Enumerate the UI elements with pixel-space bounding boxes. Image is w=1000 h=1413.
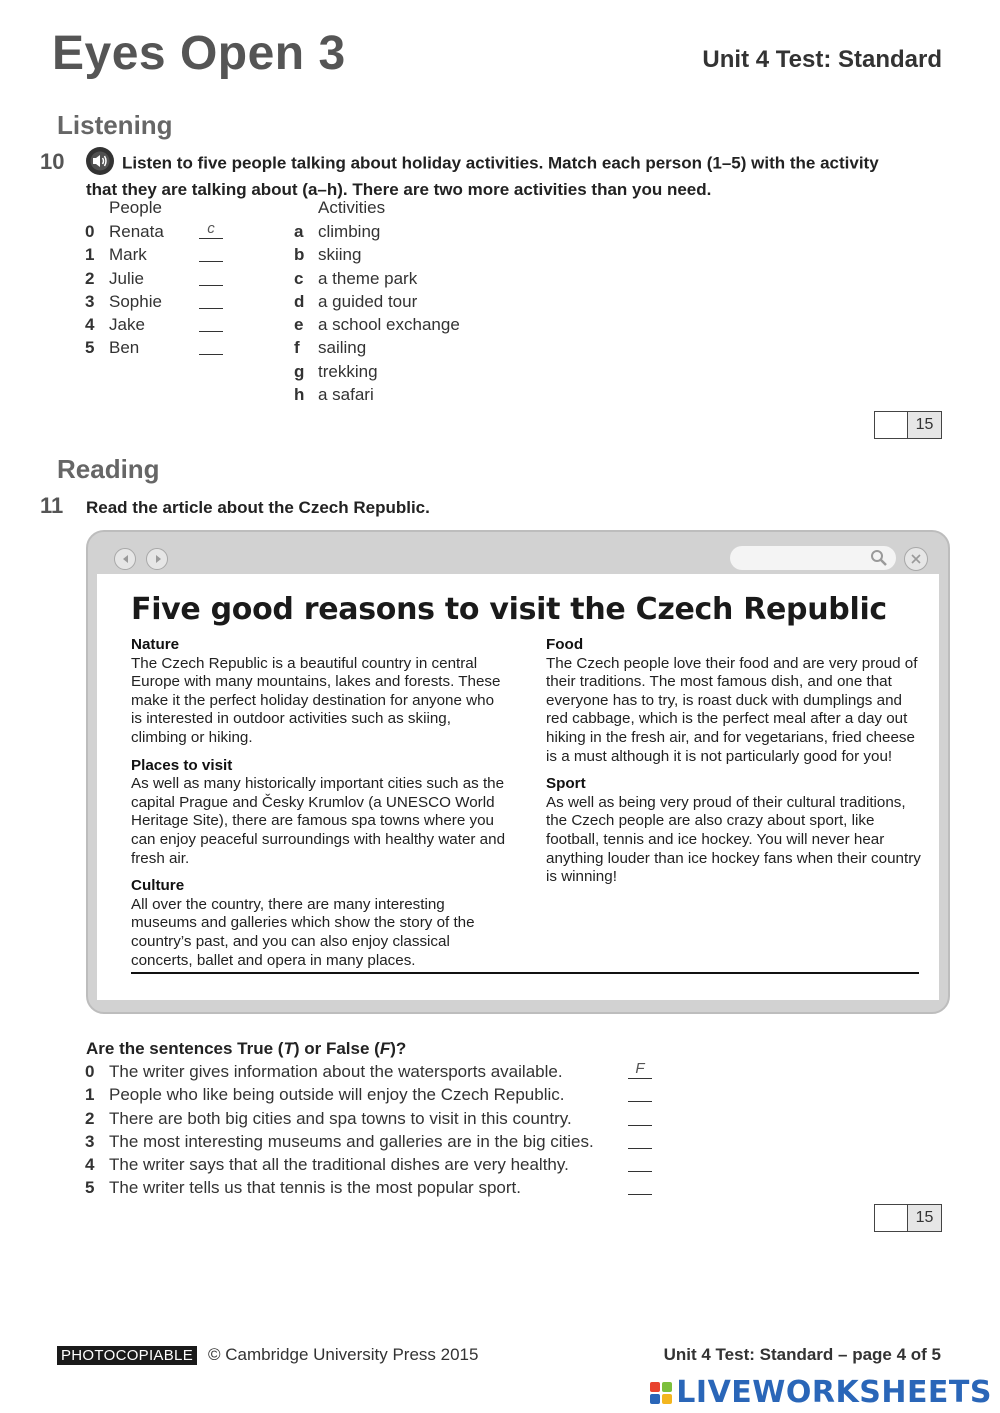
person-row bbox=[85, 220, 255, 243]
activity-row bbox=[294, 267, 544, 290]
answer-blank[interactable] bbox=[628, 1130, 652, 1149]
statement-row bbox=[85, 1083, 675, 1106]
activity-letter: c bbox=[294, 268, 304, 288]
answer-blank[interactable] bbox=[199, 243, 223, 262]
person-row bbox=[85, 267, 255, 290]
article-left-column bbox=[131, 636, 506, 979]
tf-true-letter: T bbox=[283, 1039, 294, 1058]
back-arrow-icon bbox=[121, 554, 131, 564]
browser-frame bbox=[86, 530, 950, 1014]
activity-row bbox=[294, 243, 544, 266]
article-section-body: As well as being very proud of their cultural traditions, the Czech people are also crazy about sport, like football, tennis and ice hockey. You will never hear anything louder than ice hockey fans when their country is winning! bbox=[546, 793, 921, 886]
person-name: Sophie bbox=[109, 291, 162, 311]
activity-row bbox=[294, 360, 544, 383]
answer-blank[interactable] bbox=[199, 336, 223, 355]
article-title: Five good reasons to visit the Czech Republic bbox=[131, 592, 887, 627]
search-icon bbox=[870, 549, 888, 567]
person-name: Jake bbox=[109, 315, 145, 335]
liveworksheets-logo[interactable] bbox=[650, 1375, 992, 1410]
person-number: 2 bbox=[85, 268, 95, 288]
listening-score-box bbox=[874, 411, 942, 439]
person-name: Mark bbox=[109, 245, 147, 265]
article-section-body: The Czech people love their food and are very proud of their traditions. The most famous dish, and one that everyone has to try, is roast duck with dumplings and red cabbage, which is the perfect meal after a day out hiking in the fresh air, and for vegetarians, fried cheese is a must although it is not particularly good for you! bbox=[546, 654, 918, 765]
activity-text: a safari bbox=[318, 385, 374, 405]
answer-blank[interactable] bbox=[199, 267, 223, 286]
statement-text: There are both big cities and spa towns to visit in this country. bbox=[109, 1108, 572, 1128]
listening-instruction-line2: that they are talking about (a–h). There are two more activities than you need. bbox=[86, 180, 712, 199]
reading-heading: Reading bbox=[57, 454, 160, 484]
copyright-text: © Cambridge University Press 2015 bbox=[208, 1345, 479, 1364]
article-section-body: As well as many historically important cities such as the capital Prague and Česky Krumlov (a UNESCO World Heritage Site), there are famous spa towns where you can enjoy peaceful surroundings with healthy water and fresh air. bbox=[131, 775, 506, 867]
question-number-11: 11 bbox=[40, 493, 64, 518]
reading-score-total: 15 bbox=[908, 1205, 941, 1231]
close-button[interactable] bbox=[904, 547, 928, 571]
person-name: Renata bbox=[109, 222, 164, 241]
liveworksheets-brand: LIVEWORKSHEETS bbox=[676, 1375, 992, 1410]
activity-letter: d bbox=[294, 291, 305, 311]
person-number: 5 bbox=[85, 338, 95, 358]
statement-text: People who like being outside will enjoy the Czech Republic. bbox=[109, 1085, 565, 1105]
listening-score-total: 15 bbox=[908, 412, 941, 438]
answer-blank[interactable] bbox=[199, 290, 223, 309]
activity-letter: f bbox=[294, 338, 300, 358]
statement-number: 4 bbox=[85, 1155, 95, 1175]
statement-number: 0 bbox=[85, 1062, 95, 1081]
statement-row bbox=[85, 1107, 675, 1130]
listening-instruction bbox=[86, 150, 956, 201]
liveworksheets-icon bbox=[650, 1382, 672, 1404]
activity-row bbox=[294, 290, 544, 313]
activity-row bbox=[294, 383, 544, 406]
listening-heading: Listening bbox=[57, 110, 173, 140]
tf-heading-part: ) or False ( bbox=[293, 1039, 380, 1058]
article-page bbox=[97, 574, 939, 1000]
listening-score-input[interactable] bbox=[875, 412, 908, 438]
article-section-heading: Food bbox=[546, 636, 584, 653]
person-row bbox=[85, 243, 255, 266]
statement-text: The writer says that all the traditional dishes are very healthy. bbox=[109, 1155, 569, 1175]
photocopiable-badge: PHOTOCOPIABLE bbox=[57, 1346, 197, 1365]
reading-score-box bbox=[874, 1204, 942, 1232]
reading-instruction: Read the article about the Czech Republic. bbox=[86, 498, 430, 517]
answer-blank[interactable] bbox=[628, 1083, 652, 1102]
book-title: Eyes Open 3 bbox=[52, 27, 346, 80]
forward-arrow-icon bbox=[153, 554, 163, 564]
article-section-heading: Sport bbox=[546, 775, 586, 793]
person-row bbox=[85, 336, 255, 359]
tf-heading-part: )? bbox=[390, 1039, 407, 1058]
answer-blank[interactable]: c bbox=[199, 220, 223, 239]
test-title: Unit 4 Test: Standard bbox=[702, 46, 942, 73]
activity-row bbox=[294, 220, 544, 243]
article-section-body: The Czech Republic is a beautiful country in central Europe with many mountains, lakes and forests. These make it the perfect holiday destination for anyone who is interested in outdoor activities such as skiing, climbing or hiking. bbox=[131, 654, 501, 746]
article-section-body: All over the country, there are many interesting museums and galleries which show the story of the country’s past, and you can also enjoy classical concerts, ballet and opera in many places. bbox=[131, 895, 475, 969]
statement-number: 5 bbox=[85, 1178, 95, 1198]
activity-row bbox=[294, 336, 544, 359]
person-name: Ben bbox=[109, 338, 140, 358]
activity-text: a theme park bbox=[318, 268, 418, 288]
question-number-10: 10 bbox=[40, 149, 65, 174]
tf-heading-part: Are the sentences True ( bbox=[86, 1039, 284, 1058]
activity-text: skiing bbox=[318, 245, 362, 265]
activity-text: climbing bbox=[318, 222, 381, 241]
article-divider bbox=[131, 972, 919, 974]
statements-list bbox=[85, 1060, 675, 1200]
statement-number: 2 bbox=[85, 1108, 95, 1128]
article-section-heading: Places to visit bbox=[131, 756, 233, 774]
forward-button[interactable] bbox=[146, 548, 168, 570]
statement-number: 1 bbox=[85, 1085, 95, 1105]
activity-letter: e bbox=[294, 315, 304, 335]
reading-score-input[interactable] bbox=[875, 1205, 908, 1231]
activity-text: trekking bbox=[318, 361, 378, 381]
activity-text: a guided tour bbox=[318, 291, 418, 311]
statement-row bbox=[85, 1176, 675, 1199]
activity-letter: h bbox=[294, 385, 305, 405]
article-right-column bbox=[546, 636, 921, 896]
activity-row bbox=[294, 313, 544, 336]
page-label: Unit 4 Test: Standard – page 4 of 5 bbox=[663, 1345, 941, 1364]
audio-speaker-icon[interactable] bbox=[86, 147, 114, 175]
statement-text: The most interesting museums and galleries are in the big cities. bbox=[109, 1131, 594, 1151]
person-number: 0 bbox=[85, 222, 95, 241]
article-section-heading: Culture bbox=[131, 877, 185, 895]
person-number: 1 bbox=[85, 245, 95, 265]
activities-list bbox=[294, 220, 544, 406]
statement-row bbox=[85, 1130, 675, 1153]
true-false-heading bbox=[86, 1039, 406, 1059]
activities-header: Activities bbox=[318, 198, 386, 217]
person-name: Julie bbox=[109, 268, 144, 288]
person-row bbox=[85, 290, 255, 313]
search-input[interactable] bbox=[730, 546, 896, 570]
back-button[interactable] bbox=[114, 548, 136, 570]
answer-blank[interactable] bbox=[628, 1176, 652, 1195]
answer-blank[interactable]: F bbox=[628, 1060, 652, 1079]
activity-text: a school exchange bbox=[318, 315, 460, 335]
activity-text: sailing bbox=[318, 338, 367, 358]
listening-instruction-line1: Listen to five people talking about holiday activities. Match each person (1–5) with the activity bbox=[122, 153, 879, 173]
person-row bbox=[85, 313, 255, 336]
tf-false-letter: F bbox=[379, 1039, 391, 1058]
statement-number: 3 bbox=[85, 1131, 95, 1151]
person-number: 4 bbox=[85, 315, 95, 335]
statement-text: The writer gives information about the watersports available. bbox=[109, 1062, 563, 1081]
activity-letter: a bbox=[294, 222, 304, 241]
activity-letter: b bbox=[294, 245, 305, 265]
answer-blank[interactable] bbox=[199, 313, 223, 332]
statement-text: The writer tells us that tennis is the most popular sport. bbox=[109, 1178, 521, 1198]
close-icon bbox=[911, 554, 921, 564]
people-header: People bbox=[109, 198, 162, 217]
person-number: 3 bbox=[85, 291, 95, 311]
article-section-heading: Nature bbox=[131, 636, 180, 653]
statement-row bbox=[85, 1060, 675, 1083]
answer-blank[interactable] bbox=[628, 1153, 652, 1172]
statement-row bbox=[85, 1153, 675, 1176]
people-list bbox=[85, 220, 255, 360]
activity-letter: g bbox=[294, 361, 305, 381]
answer-blank[interactable] bbox=[628, 1107, 652, 1126]
